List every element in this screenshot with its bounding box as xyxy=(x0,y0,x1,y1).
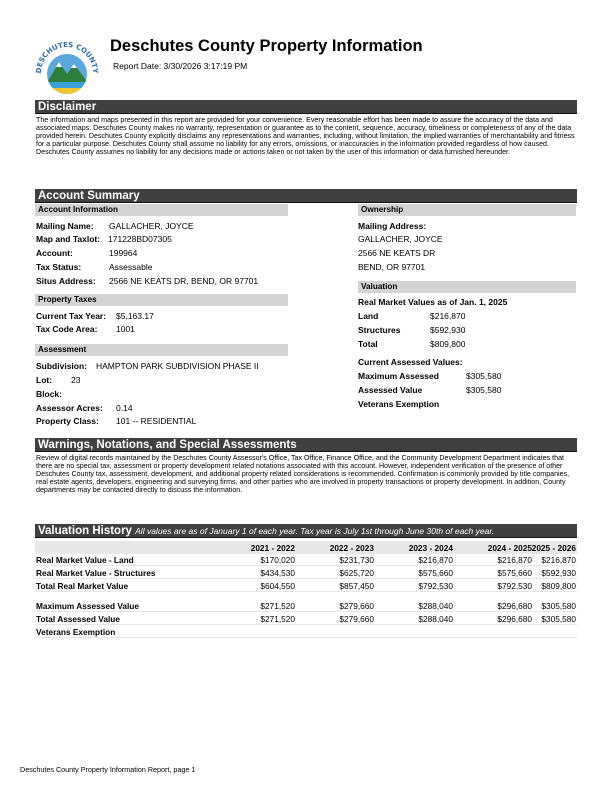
table-row xyxy=(35,612,577,625)
subdivision-value: HAMPTON PARK SUBDIVISION PHASE II xyxy=(96,361,259,371)
cell-value: $271,520 xyxy=(260,614,295,624)
warnings-heading: Warnings, Notations, and Special Assessments xyxy=(35,438,577,452)
cell-value: $288,040 xyxy=(418,614,453,624)
cav-heading: Current Assessed Values: xyxy=(358,357,463,367)
row-label: Real Market Value - Land xyxy=(36,555,134,565)
block-label: Block: xyxy=(36,389,62,399)
veterans-exemption-label: Veterans Exemption xyxy=(358,399,440,409)
mailing-name-value: GALLACHER, JOYCE xyxy=(109,221,194,231)
disclaimer-heading: Disclaimer xyxy=(35,100,577,114)
year-header: 2024 - 2025 xyxy=(487,543,532,553)
table-row xyxy=(35,566,577,579)
subdivision-label: Subdivision: xyxy=(36,361,87,371)
year-header: 2025 - 2026 xyxy=(531,543,576,553)
table-row xyxy=(35,599,577,612)
cell-value: $792,530 xyxy=(497,581,532,591)
assessor-acres-value: 0.14 xyxy=(116,403,133,413)
cell-value: $592,930 xyxy=(541,568,576,578)
max-assessed-label: Maximum Assessed xyxy=(358,371,439,381)
cell-value: $231,730 xyxy=(339,555,374,565)
cell-value: $575,660 xyxy=(497,568,532,578)
owner-city: BEND, OR 97701 xyxy=(358,262,426,272)
mailing-name-label: Mailing Name: xyxy=(36,221,94,231)
tax-status-label: Tax Status: xyxy=(36,262,82,272)
lot-value: 23 xyxy=(71,375,81,385)
row-label: Maximum Assessed Value xyxy=(36,601,139,611)
cell-value: $279,660 xyxy=(339,601,374,611)
disclaimer-text: The information and maps presented in this report are provided for your convenience. Every reasonable effort has been made to assure the accuracy of the data and associated maps. Deschutes County makes no warranty, representation or guarantee as to the content, sequence, accuracy, timeliness or completeness of any of the data provided herein. Deschutes County explicitly disclaims any representations and warranties, including, without limitation, the implied warranties of merchantability and fitness for a particular purpose. Deschutes County shall assume no liability for any errors, omissions, or inaccuracies in the information provided regardless of how caused. Deschutes County assumes no liability for any decisions made or actions taken or not taken by the user of this information or data furnished hereunder. xyxy=(36,116,575,157)
max-assessed-value: $305,580 xyxy=(466,371,502,381)
cell-value: $604,550 xyxy=(260,581,295,591)
cell-value: $625,720 xyxy=(339,568,374,578)
rmv-total-value: $809,800 xyxy=(430,339,466,349)
lot-label: Lot: xyxy=(36,375,53,385)
rmv-total-label: Total xyxy=(358,339,378,349)
cell-value: $575,660 xyxy=(418,568,453,578)
cell-value: $288,040 xyxy=(418,601,453,611)
report-date: Report Date: 3/30/2026 3:17:19 PM xyxy=(113,61,248,71)
row-label: Real Market Value - Structures xyxy=(36,568,156,578)
table-row xyxy=(35,553,577,566)
map-taxlot-value: 171228BD07305 xyxy=(108,234,172,244)
cell-value: $305,580 xyxy=(541,614,576,624)
svg-text:DESCHUTES COUNTY: DESCHUTES COUNTY xyxy=(34,40,100,74)
owner-name: GALLACHER, JOYCE xyxy=(358,234,443,244)
table-row xyxy=(35,579,577,592)
cell-value: $296,680 xyxy=(497,614,532,624)
cell-value: $792,530 xyxy=(418,581,453,591)
page-title: Deschutes County Property Information xyxy=(110,37,423,55)
cell-value: $857,450 xyxy=(339,581,374,591)
owner-street: 2566 NE KEATS DR xyxy=(358,248,436,258)
current-tax-year-value: $5,163.17 xyxy=(116,311,154,321)
ownership-heading: Ownership xyxy=(358,204,576,216)
account-label: Account: xyxy=(36,248,73,258)
page-footer: Deschutes County Property Information Report, page 1 xyxy=(20,765,196,774)
assessed-value-value: $305,580 xyxy=(466,385,502,395)
assessor-acres-label: Assessor Acres: xyxy=(36,403,103,413)
cell-value: $216,870 xyxy=(541,555,576,565)
account-information-heading: Account Information xyxy=(35,204,288,216)
property-class-value: 101 -- RESIDENTIAL xyxy=(116,416,197,426)
row-label: Veterans Exemption xyxy=(36,627,116,637)
situs-address-value: 2566 NE KEATS DR, BEND, OR 97701 xyxy=(109,276,259,286)
year-header: 2022 - 2023 xyxy=(329,543,374,553)
valuation-history-heading xyxy=(35,524,577,538)
warnings-text: Review of digital records maintained by the Deschutes County Assessor's Office, Tax Office, Finance Office, and the Community Development Department indicates that there are no special tax, assessment or property development related notations associated with this account. However, independent verification of the presence of other Deschutes County tax, assessment, development, and additional property related considerations is recommended. Confirmation is commonly provided by title companies, real estate agents, developers, engineering and surveying firms, and other parties who are involved in property transactions or property development. In addition, County departments may be contacted directly to discuss the information. xyxy=(36,454,570,495)
valuation-history-note: All values are as of January 1 of each year. Tax year is July 1st through June 30th of each year. xyxy=(135,526,495,536)
cell-value: $434,530 xyxy=(260,568,295,578)
cell-value: $216,870 xyxy=(418,555,453,565)
account-value: 199964 xyxy=(109,248,138,258)
tax-code-area-value: 1001 xyxy=(116,324,135,334)
rmv-structures-label: Structures xyxy=(358,325,401,335)
valuation-heading: Valuation xyxy=(358,281,576,293)
county-logo xyxy=(32,36,102,106)
cell-value: $271,520 xyxy=(260,601,295,611)
tax-status-value: Assessable xyxy=(109,262,153,272)
current-tax-year-label: Current Tax Year: xyxy=(36,311,107,321)
property-taxes-heading: Property Taxes xyxy=(35,294,288,306)
account-summary-heading: Account Summary xyxy=(35,189,577,203)
row-label: Total Real Market Value xyxy=(36,581,129,591)
valuation-history-title: Valuation History xyxy=(38,525,132,537)
row-label: Total Assessed Value xyxy=(36,614,120,624)
cell-value: $809,800 xyxy=(541,581,576,591)
mailing-address-label: Mailing Address: xyxy=(358,221,427,231)
rmv-structures-value: $592,930 xyxy=(430,325,466,335)
year-header: 2021 - 2022 xyxy=(250,543,295,553)
rmv-land-label: Land xyxy=(358,311,379,321)
tax-code-area-label: Tax Code Area: xyxy=(36,324,98,334)
property-class-label: Property Class: xyxy=(36,416,99,426)
cell-value: $170,020 xyxy=(260,555,295,565)
table-row xyxy=(35,625,577,638)
map-taxlot-label: Map and Taxlot: xyxy=(36,234,101,244)
rmv-land-value: $216,870 xyxy=(430,311,466,321)
year-header: 2023 - 2024 xyxy=(408,543,453,553)
cell-value: $305,580 xyxy=(541,601,576,611)
cell-value: $279,660 xyxy=(339,614,374,624)
cell-value: $296,680 xyxy=(497,601,532,611)
situs-address-label: Situs Address: xyxy=(36,276,96,286)
cell-value: $216,870 xyxy=(497,555,532,565)
rmv-heading: Real Market Values as of Jan. 1, 2025 xyxy=(358,297,508,307)
assessment-heading: Assessment xyxy=(35,344,288,356)
assessed-value-label: Assessed Value xyxy=(358,385,423,395)
